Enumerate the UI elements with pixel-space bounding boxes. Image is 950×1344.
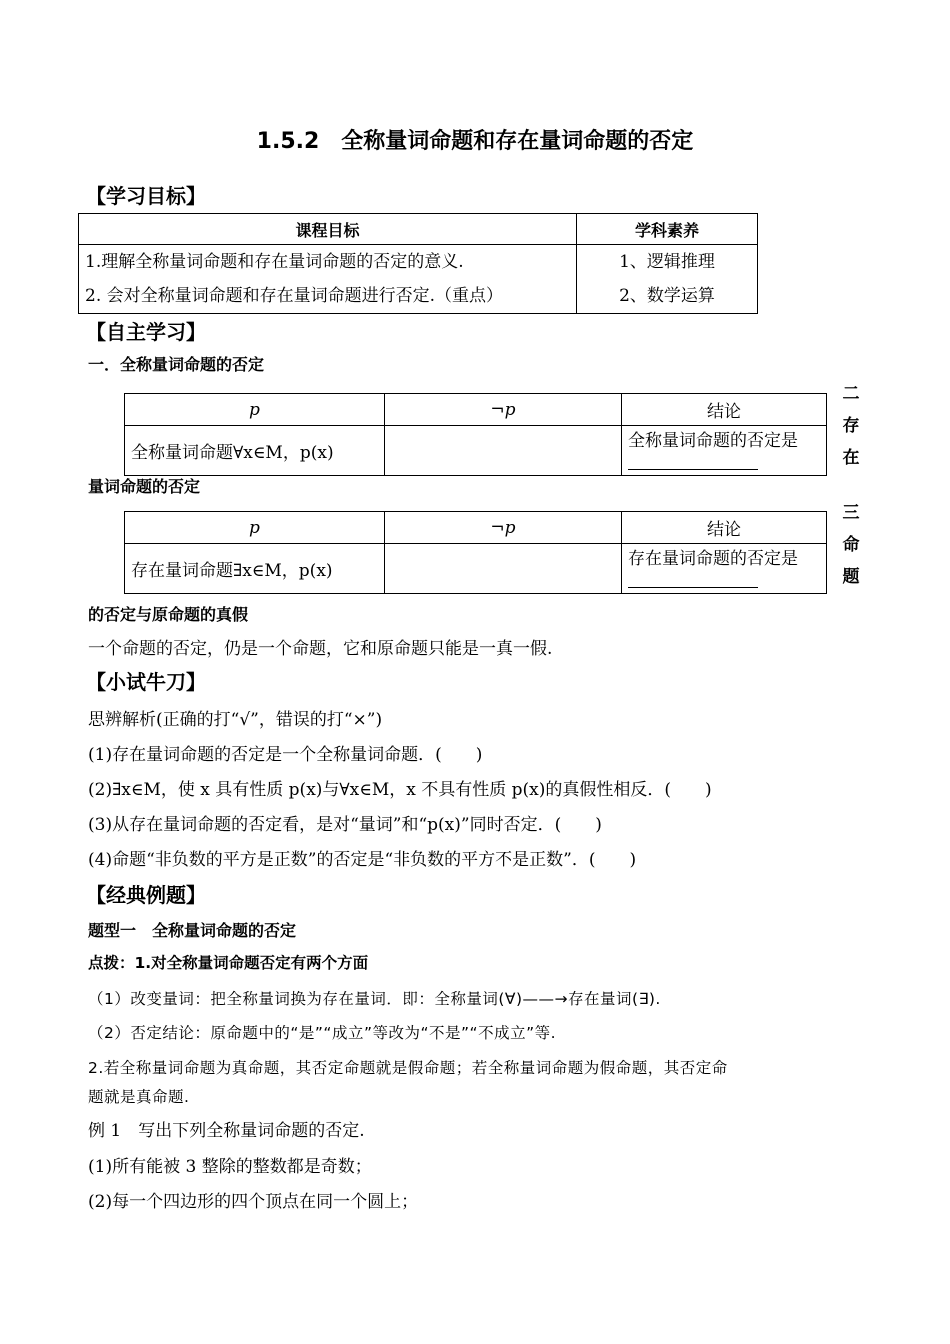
vertical-text-2: 三 命 题 bbox=[842, 503, 860, 587]
t1-row-negation[interactable] bbox=[385, 426, 622, 476]
t1-row-conclusion: 全称量词命题的否定是 bbox=[628, 431, 798, 451]
t2-row-conclusion: 存在量词命题的否定是 bbox=[628, 549, 798, 569]
literacy-cell bbox=[577, 245, 758, 314]
tip-2: （2）否定结论：原命题中的“是”“成立”等改为“不是”“不成立”等. bbox=[88, 1024, 557, 1042]
tip-1: （1）改变量词：把全称量词换为存在量词．即：全称量词(∀)——→存在量词(∃). bbox=[88, 990, 661, 1008]
negation-table-1 bbox=[124, 393, 827, 476]
t2-header-conclusion: 结论 bbox=[622, 512, 827, 544]
goal-2: 2. 会对全称量词命题和存在量词命题进行否定.（重点） bbox=[85, 286, 504, 306]
t1-header-conclusion: 结论 bbox=[622, 394, 827, 426]
quiz-intro: 思辨解析(正确的打“√”，错误的打“×”) bbox=[88, 710, 383, 730]
example-1: 例 1 写出下列全称量词命题的否定. bbox=[88, 1121, 365, 1141]
t1-row-proposition: 全称量词命题∀x∈M，p(x) bbox=[125, 426, 385, 476]
t2-row-proposition: 存在量词命题∃x∈M，p(x) bbox=[125, 544, 385, 594]
quiz-q2: (2)∃x∈M，使 x 具有性质 p(x)与∀x∈M，x 不具有性质 p(x)的真假性相反．( ) bbox=[88, 780, 712, 800]
learning-goals-table bbox=[78, 213, 758, 314]
t2-answer-blank[interactable] bbox=[628, 569, 758, 588]
page-title: 1.5.2 全称量词命题和存在量词命题的否定 bbox=[256, 129, 694, 154]
part3-text: 一个命题的否定，仍是一个命题，它和原命题只能是一真一假. bbox=[88, 639, 553, 659]
t2-header-not-p: ¬p bbox=[490, 517, 516, 538]
tip-3a: 2.若全称量词命题为真命题，其否定命题就是假命题；若全称量词命题为假命题，其否定命 bbox=[88, 1059, 728, 1077]
quiz-q4: (4)命题“非负数的平方是正数”的否定是“非负数的平方不是正数”．( ) bbox=[88, 850, 637, 870]
type1-heading: 题型一 全称量词命题的否定 bbox=[88, 921, 297, 940]
example-1-part-2: (2)每一个四边形的四个顶点在同一个圆上； bbox=[88, 1192, 419, 1212]
t1-answer-blank[interactable] bbox=[628, 451, 758, 470]
examples-heading: 【经典例题】 bbox=[86, 883, 206, 907]
literacy-2: 2、数学运算 bbox=[619, 286, 715, 306]
quiz-heading: 【小试牛刀】 bbox=[86, 670, 206, 694]
t2-header-p: p bbox=[249, 517, 260, 538]
part1-heading: 一．全称量词命题的否定 bbox=[88, 355, 265, 374]
goals-col-header: 课程目标 bbox=[79, 214, 577, 245]
tip-heading: 点拨：1.对全称量词命题否定有两个方面 bbox=[88, 954, 369, 972]
literacy-1: 1、逻辑推理 bbox=[619, 252, 715, 272]
t1-header-not-p: ¬p bbox=[490, 399, 516, 420]
part2-heading: 量词命题的否定 bbox=[88, 477, 201, 496]
learning-goals-heading: 【学习目标】 bbox=[86, 184, 206, 208]
goal-1: 1.理解全称量词命题和存在量词命题的否定的意义. bbox=[85, 252, 464, 272]
tip-3b: 题就是真命题. bbox=[88, 1088, 190, 1106]
negation-table-2 bbox=[124, 511, 827, 594]
quiz-q3: (3)从存在量词命题的否定看，是对“量词”和“p(x)”同时否定．( ) bbox=[88, 815, 602, 835]
t1-header-p: p bbox=[249, 399, 260, 420]
self-study-heading: 【自主学习】 bbox=[86, 320, 206, 344]
t2-row-negation[interactable] bbox=[385, 544, 622, 594]
quiz-q1: (1)存在量词命题的否定是一个全称量词命题．( ) bbox=[88, 745, 483, 765]
part3-heading: 的否定与原命题的真假 bbox=[88, 605, 249, 624]
vertical-text-1: 二 存 在 bbox=[842, 384, 860, 468]
literacy-col-header: 学科素养 bbox=[577, 214, 758, 245]
goals-cell bbox=[79, 245, 577, 314]
example-1-part-1: (1)所有能被 3 整除的整数都是奇数； bbox=[88, 1157, 372, 1177]
